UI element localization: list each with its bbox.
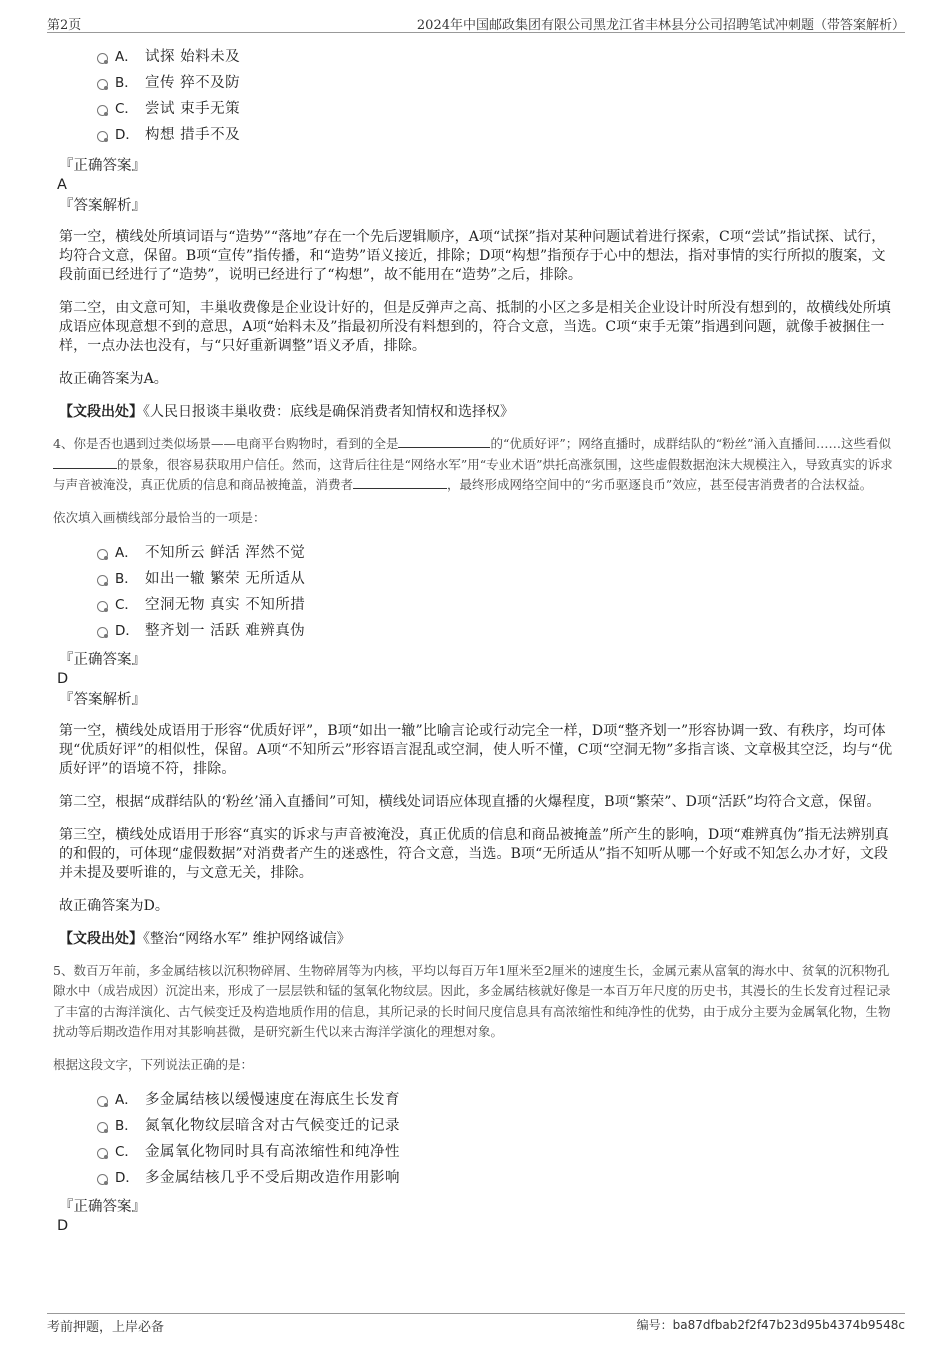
option-c[interactable]: C． 空洞无物 真实 不知所措: [97, 592, 897, 618]
question-4: 4、你是否也遇到过类似场景——电商平台购物时，看到的全是 的“优质好评”；网络直播时，成群结队的“粉丝”涌入直播间……这些看似的景象，很容易获取用户信任。然而，这背后往往是“网络水军”用“专业术语”烘托高涨氛围，这些虚假数据泡沫大规模注入，导致真实的诉求与声音被淹没，真正优质的信息和商品被掩盖，消费者 ，最终形成网络空间中的“劣币驱逐良币”效应，甚至侵害消费者的合法权益。: [53, 436, 893, 492]
answer-label: 『正确答案』: [59, 158, 146, 174]
footer-slogan: 考前押题，上岸必备: [47, 1320, 165, 1335]
radio-icon[interactable]: [97, 549, 108, 560]
question-5: 5、数百万年前，多金属结核以沉积物碎屑、生物碎屑等为内核，平均以每百万年1厘米至2厘米的速度生长，金属元素从富氧的海水中、贫氧的沉积物孔隙水中（成岩成因）沉淀出来，形成了一层层铁和锰的氢氧化物纹层。因此，多金属结核就好像是一本百万年尺度的历史书，其漫长的生长发育过程记录了丰富的古海洋演化、古气候变迁及构造地质作用的信息，其所记录的长时间尺度信息具有高浓缩性和纯净性的优势，由于成分主要为金属氧化物，生物扰动等后期改造作用对其影响甚微，是研究新生代以来古海洋学演化的理想对象。: [53, 962, 891, 1039]
option-a[interactable]: A． 多金属结核以缓慢速度在海底生长发育: [97, 1087, 897, 1113]
radio-icon[interactable]: [97, 131, 108, 142]
radio-icon[interactable]: [97, 601, 108, 612]
question-prompt: 根据这段文字，下列说法正确的是：: [53, 1056, 254, 1072]
option-d[interactable]: D． 构想 措手不及: [97, 122, 897, 148]
analysis-conclusion: 故正确答案为D。: [59, 897, 170, 914]
question-prompt: 依次填入画横线部分最恰当的一项是：: [53, 509, 266, 525]
analysis-paragraph: 第一空，横线处成语用于形容“优质好评”，B项“如出一辙”比喻言论或行动完全一样，D项“整齐划一”形容协调一致、有秩序，均可体现“优质好评”的相似性，保留。A项“不知所云”形容语言混乱或空洞，使人听不懂，C项“空洞无物”多指言谈、文章极其空泛，均与“优质好评”的语境不符，排除。: [59, 722, 893, 777]
content: [53, 44, 897, 1235]
blank-3: [353, 476, 447, 489]
radio-icon[interactable]: [97, 79, 108, 90]
answer-label: 『正确答案』: [59, 1198, 146, 1215]
option-b[interactable]: B． 如出一辙 繁荣 无所适从: [97, 566, 897, 592]
q3-options: [57, 44, 897, 148]
answer-value: D: [57, 1217, 69, 1234]
page-footer: [47, 1313, 905, 1334]
analysis-paragraph: 第二空，由文意可知，丰巢收费像是企业设计好的，但是反弹声之高、抵制的小区之多是相关企业设计时所没有想到的，故横线处所填成语应体现意想不到的意思，A项“始料未及”指最初所没有料想到的，符合文意，当选。C项“束手无策”指遇到问题，就像手被捆住一样，一点办法也没有，与“只好重新调整”语义矛盾，排除。: [59, 300, 891, 354]
radio-icon[interactable]: [97, 1174, 108, 1185]
radio-icon[interactable]: [97, 1096, 108, 1107]
radio-icon[interactable]: [97, 1122, 108, 1133]
q4-options: [57, 540, 897, 644]
analysis-conclusion: 故正确答案为A。: [59, 371, 168, 387]
analysis-paragraph: 第二空，根据“成群结队的‘粉丝’涌入直播间”可知，横线处词语应体现直播的火爆程度，B项“繁荣”、D项“活跃”均符合文意，保留。: [59, 793, 881, 810]
q5-options: [57, 1087, 897, 1191]
option-b[interactable]: B． 宣传 猝不及防: [97, 70, 897, 96]
radio-icon[interactable]: [97, 1148, 108, 1159]
document-id: 编号：ba87dfbab2f2f47b23d95b4374b9548c: [636, 1318, 905, 1332]
option-b[interactable]: B． 氮氧化物纹层暗含对古气候变迁的记录: [97, 1113, 897, 1139]
option-d[interactable]: D． 多金属结核几乎不受后期改造作用影响: [97, 1165, 897, 1191]
analysis-paragraph: 第三空，横线处成语用于形容“真实的诉求与声音被淹没，真正优质的信息和商品被掩盖”所产生的影响，D项“难辨真伪”指无法辨别真的和假的，可体现“虚假数据”对消费者产生的迷惑性，符合文意，当选。B项“无所适从”指不知听从哪一个好或不知怎么办才好，文段并未提及要听谁的，与文意无关，排除。: [59, 826, 889, 881]
radio-icon[interactable]: [97, 575, 108, 586]
radio-icon[interactable]: [97, 627, 108, 638]
option-a[interactable]: A． 试探 始料未及: [97, 44, 897, 70]
answer-value: D: [57, 670, 69, 687]
blank-1: [398, 435, 490, 448]
option-a[interactable]: A． 不知所云 鲜活 浑然不觉: [97, 540, 897, 566]
radio-icon[interactable]: [97, 105, 108, 116]
option-d[interactable]: D． 整齐划一 活跃 难辨真伪: [97, 618, 897, 644]
document-title: 2024年中国邮政集团有限公司黑龙江省丰林县分公司招聘笔试冲刺题（带答案解析）: [416, 18, 905, 33]
option-c[interactable]: C． 金属氧化物同时具有高浓缩性和纯净性: [97, 1139, 897, 1165]
radio-icon[interactable]: [97, 53, 108, 64]
page-number: 第2页: [47, 18, 82, 33]
source-citation: 【文段出处】《人民日报谈丰巢收费：底线是确保消费者知情权和选择权》: [59, 404, 514, 420]
analysis-label: 『答案解析』: [59, 198, 146, 214]
blank-2: [53, 456, 117, 469]
option-c[interactable]: C． 尝试 束手无策: [97, 96, 897, 122]
page-header: [47, 14, 905, 33]
analysis-paragraph: 第一空，横线处所填词语与“造势”“落地”存在一个先后逻辑顺序，A项“试探”指对某种问题试着进行探索，C项“尝试”指试探、试行，均符合文意，保留。B项“宣传”指传播，和“造势”语义接近，排除；D项“构想”指预存于心中的想法，指对事情的实行所拟的腹案，文段前面已经进行了“造势”，说明已经进行了“构想”，故不能用在“造势”之后，排除。: [59, 229, 886, 283]
analysis-label: 『答案解析』: [59, 691, 146, 708]
answer-label: 『正确答案』: [59, 651, 146, 668]
source-citation: 【文段出处】《整治“网络水军” 维护网络诚信》: [59, 930, 351, 947]
answer-value: A: [57, 177, 67, 193]
